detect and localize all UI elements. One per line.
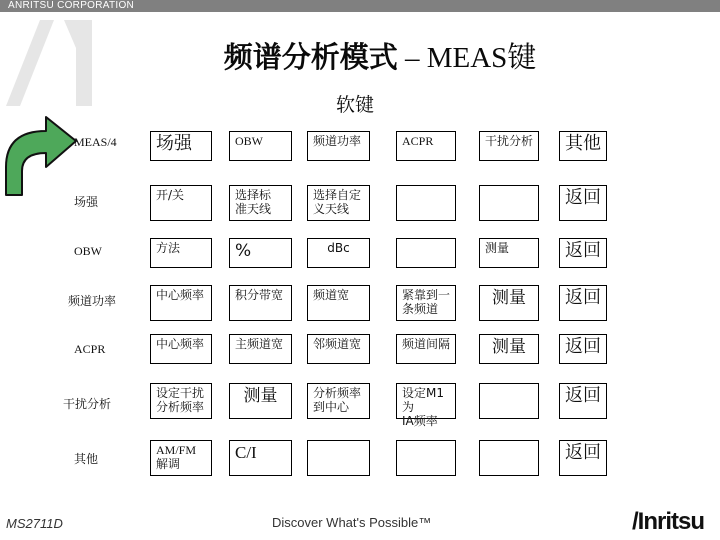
softkey-label: 邻频道宽	[313, 337, 362, 351]
softkey-button[interactable]	[479, 285, 539, 321]
softkey-label: ACPR	[402, 134, 434, 148]
page-title-suffix: – MEAS键	[397, 42, 537, 74]
softkey-button[interactable]	[559, 334, 607, 364]
softkey-button[interactable]	[307, 185, 370, 221]
softkey-button[interactable]	[307, 238, 370, 268]
company-name: ANRITSU CORPORATION	[8, 0, 135, 11]
softkey-label: 干扰分析	[485, 134, 534, 148]
softkey-label: 频道宽	[313, 288, 350, 302]
softkey-button[interactable]	[559, 131, 607, 161]
softkey-label: 中心频率	[156, 288, 205, 302]
softkey-label: 返回	[565, 187, 601, 208]
softkey-button[interactable]	[307, 285, 370, 321]
softkey-button[interactable]	[150, 440, 212, 476]
softkey-button[interactable]	[150, 285, 212, 321]
softkey-button[interactable]	[229, 440, 292, 476]
softkey-label: 测量	[243, 386, 278, 406]
softkey-label: 中心频率	[156, 337, 205, 351]
model-number: MS2711D	[6, 516, 63, 531]
softkey-label: 返回	[565, 385, 601, 406]
softkey-button[interactable]	[150, 238, 212, 268]
softkey-label: 积分带宽	[235, 288, 284, 302]
softkey-button[interactable]	[479, 238, 539, 268]
softkey-button[interactable]	[229, 185, 292, 221]
softkey-label: AM/FM 解调	[156, 443, 197, 471]
tagline: Discover What's Possible™	[272, 515, 432, 530]
softkey-button[interactable]	[150, 185, 212, 221]
softkey-button[interactable]	[559, 285, 607, 321]
softkey-label: 设定干扰 分析频率	[156, 386, 205, 414]
softkey-label: 返回	[565, 287, 601, 308]
softkey-button[interactable]	[150, 334, 212, 364]
softkey-button[interactable]	[150, 131, 212, 161]
softkey-button[interactable]	[307, 131, 370, 161]
softkey-button[interactable]	[229, 334, 292, 364]
softkey-button[interactable]	[150, 383, 212, 419]
softkey-button[interactable]	[559, 185, 607, 221]
softkey-label: 频道间隔	[402, 337, 451, 351]
softkey-label: 测量	[492, 337, 526, 357]
softkey-label: 其他	[565, 133, 601, 154]
softkey-button[interactable]	[307, 440, 370, 476]
softkey-label: C/I	[235, 443, 257, 462]
softkey-label: 测量	[492, 288, 526, 308]
softkey-button[interactable]	[559, 383, 607, 419]
softkey-button[interactable]	[559, 238, 607, 268]
softkey-button[interactable]	[307, 334, 370, 364]
softkey-button[interactable]	[479, 131, 539, 161]
softkey-button[interactable]	[479, 440, 539, 476]
softkey-button[interactable]	[396, 131, 456, 161]
softkey-label: 返回	[565, 240, 601, 261]
softkey-label: 分析频率 到中心	[313, 386, 362, 414]
softkey-label: %	[235, 241, 252, 261]
softkey-button[interactable]	[307, 383, 370, 419]
softkey-heading: 软键	[336, 94, 375, 116]
softkey-label: 设定M1为 IA频率	[402, 386, 444, 428]
softkey-label: 紧靠到一 条频道	[402, 288, 451, 316]
row-label: 频道功率	[68, 294, 117, 308]
row-label: 其他	[74, 452, 99, 466]
softkey-label: 测量	[485, 241, 510, 255]
softkey-button[interactable]	[396, 185, 456, 221]
softkey-button[interactable]	[229, 238, 292, 268]
softkey-label: 选择标 准天线	[235, 188, 272, 216]
softkey-label: 方法	[156, 241, 181, 255]
row-label: MEAS/4	[74, 135, 117, 149]
row-label: OBW	[74, 244, 102, 258]
softkey-button[interactable]	[479, 383, 539, 419]
row-label: ACPR	[74, 342, 106, 356]
softkey-button[interactable]	[396, 238, 456, 268]
softkey-label: dBc	[327, 241, 350, 255]
softkey-button[interactable]	[559, 440, 607, 476]
softkey-button[interactable]	[396, 285, 456, 321]
softkey-label: OBW	[235, 134, 263, 148]
softkey-label: 主频道宽	[235, 337, 284, 351]
softkey-button[interactable]	[229, 285, 292, 321]
row-label: 场强	[74, 195, 99, 209]
softkey-button[interactable]	[396, 383, 456, 428]
softkey-button[interactable]	[396, 334, 456, 364]
softkey-label: 选择自定 义天线	[313, 188, 362, 216]
softkey-label: 返回	[565, 442, 601, 463]
softkey-button[interactable]	[479, 334, 539, 364]
curved-arrow-icon	[2, 115, 78, 197]
header-bar	[0, 0, 720, 12]
softkey-button[interactable]	[229, 383, 292, 419]
page-title	[0, 35, 720, 76]
softkey-label: 返回	[565, 336, 601, 357]
softkey-label: 频道功率	[313, 134, 362, 148]
row-label: 干扰分析	[63, 397, 112, 411]
softkey-button[interactable]	[396, 440, 456, 476]
softkey-button[interactable]	[479, 185, 539, 221]
softkey-label: 开/关	[156, 188, 185, 202]
anritsu-logo: /Inritsu	[632, 508, 705, 535]
softkey-button[interactable]	[229, 131, 292, 161]
softkey-label: 场强	[156, 133, 192, 154]
page-title-main: 频谱分析模式	[223, 40, 398, 74]
